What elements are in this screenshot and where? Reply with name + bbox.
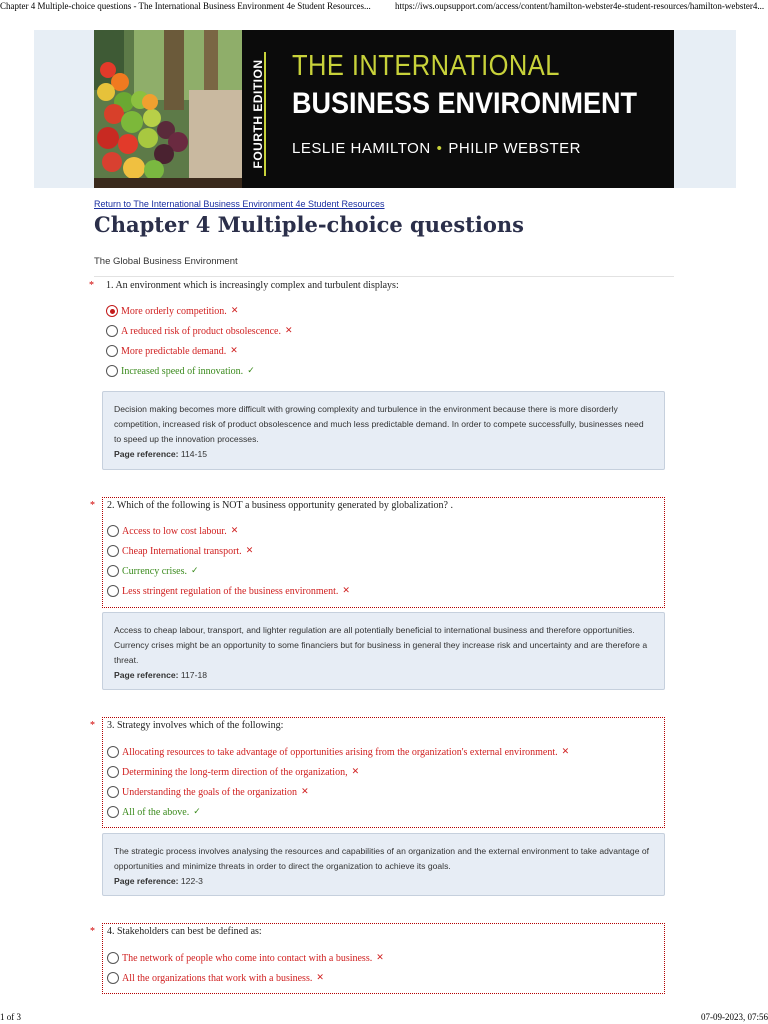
incorrect-icon: ✕ — [284, 326, 293, 336]
question-1 — [89, 278, 665, 382]
book-banner — [94, 30, 674, 188]
print-header-title: Chapter 4 Multiple-choice questions - The International Business Environment 4e Student Resources... — [0, 1, 371, 11]
question-2 — [90, 497, 665, 608]
radio-button[interactable] — [107, 585, 119, 597]
incorrect-icon: ✕ — [316, 973, 324, 983]
radio-button[interactable] — [107, 766, 119, 778]
required-marker: * — [89, 280, 94, 291]
radio-button[interactable] — [107, 525, 119, 537]
answer-option[interactable]: Cheap International transport. ✕ — [107, 544, 253, 558]
print-footer — [0, 1010, 768, 1024]
radio-button[interactable] — [106, 325, 118, 337]
feedback-text: The strategic process involves analysing the resources and capabilities of an organization and the external environment to take advantage of opportunities and minimize threats in order to direct the organization to achieve its goals. — [114, 846, 650, 871]
return-to-resources-link[interactable]: Return to The International Business Environment 4e Student Resources — [94, 199, 385, 209]
market-stall-photo — [94, 30, 242, 188]
feedback-box — [102, 612, 665, 690]
question-text: 3. Strategy involves which of the following: — [107, 720, 284, 731]
required-marker: * — [90, 926, 95, 937]
answer-option[interactable]: Understanding the goals of the organization ✕ — [107, 785, 309, 799]
answer-option[interactable]: Allocating resources to take advantage of opportunities arising from the organization's external environment. ✕ — [107, 745, 569, 759]
radio-button[interactable] — [107, 972, 119, 984]
incorrect-icon: ✕ — [301, 787, 309, 797]
answer-option[interactable]: Currency crises. ✓ — [107, 564, 199, 578]
incorrect-icon: ✕ — [245, 546, 254, 556]
page-reference: Page reference: 114-15 — [114, 449, 208, 459]
question-text: 4. Stakeholders can best be defined as: — [107, 926, 262, 937]
incorrect-icon: ✕ — [230, 346, 238, 356]
book-authors — [292, 140, 581, 157]
page-reference: Page reference: 117-18 — [114, 670, 208, 680]
edition-badge — [246, 52, 266, 176]
book-title-line2: BUSINESS ENVIRONMENT — [292, 87, 638, 120]
answer-option[interactable]: The network of people who come into contact with a business. ✕ — [107, 951, 384, 965]
page-number: 1 of 3 — [0, 1012, 21, 1022]
section-label: The Global Business Environment — [94, 256, 238, 267]
question-4 — [90, 923, 665, 994]
correct-icon: ✓ — [190, 566, 199, 576]
answer-option[interactable]: More predictable demand. ✕ — [106, 344, 238, 358]
radio-button[interactable] — [107, 545, 119, 557]
print-header — [0, 0, 768, 14]
feedback-box — [102, 391, 665, 470]
incorrect-icon: ✕ — [561, 747, 570, 757]
correct-icon: ✓ — [193, 807, 201, 817]
answer-option[interactable]: More orderly competition. ✕ — [106, 304, 238, 318]
feedback-box — [102, 833, 665, 896]
answer-option[interactable]: Increased speed of innovation. ✓ — [106, 364, 255, 378]
book-title-line1: THE INTERNATIONAL — [292, 50, 560, 82]
print-date: 07-09-2023, 07:56 — [701, 1012, 768, 1022]
required-marker: * — [90, 500, 95, 511]
question-text: 2. Which of the following is NOT a business opportunity generated by globalization? . — [107, 500, 453, 511]
author-1: LESLIE HAMILTON — [292, 140, 431, 157]
page-title: Chapter 4 Multiple-choice questions — [94, 212, 524, 237]
radio-button-selected[interactable] — [106, 305, 118, 317]
feedback-text: Decision making becomes more difficult with growing complexity and turbulence in the environment because there is more disorderly competition, increased risk of product obsolescence and much less predictable demand. In order to compete successfully, businesses need to speed up the innovation processes. — [114, 404, 644, 444]
question-3 — [90, 717, 665, 828]
answer-option[interactable]: Less stringent regulation of the business environment. ✕ — [107, 584, 350, 598]
edition-label: FOURTH EDITION — [251, 59, 265, 169]
radio-button[interactable] — [106, 345, 118, 357]
answer-option[interactable]: A reduced risk of product obsolescence. ✕ — [106, 324, 293, 338]
radio-button[interactable] — [107, 952, 119, 964]
incorrect-icon: ✕ — [376, 953, 384, 963]
radio-button[interactable] — [107, 806, 119, 818]
print-header-url: https://iws.oupsupport.com/access/content/hamilton-webster4e-student-resources/hamilton-webster4... — [395, 1, 765, 11]
page-reference: Page reference: 122-3 — [114, 876, 203, 886]
answer-option[interactable]: All the organizations that work with a business. ✕ — [107, 971, 324, 985]
question-text: 1. An environment which is increasingly complex and turbulent displays: — [106, 280, 399, 291]
incorrect-icon: ✕ — [230, 526, 239, 536]
author-2: PHILIP WEBSTER — [448, 140, 582, 157]
incorrect-icon: ✕ — [230, 306, 239, 316]
answer-option[interactable]: Determining the long-term direction of the organization, ✕ — [107, 765, 359, 779]
author-separator: • — [436, 140, 443, 157]
radio-button[interactable] — [107, 786, 119, 798]
divider — [94, 276, 674, 277]
incorrect-icon: ✕ — [351, 767, 360, 777]
radio-button[interactable] — [107, 746, 119, 758]
correct-icon: ✓ — [247, 366, 255, 376]
incorrect-icon: ✕ — [342, 586, 350, 596]
feedback-text: Access to cheap labour, transport, and lighter regulation are all potentially beneficial to international business and therefore opportunities. Currency crises might be an opportunity to some financiers but for business in general they increase risk and uncertainty and are therefore a threat. — [114, 625, 648, 665]
radio-button[interactable] — [107, 565, 119, 577]
answer-option[interactable]: All of the above. ✓ — [107, 805, 201, 819]
answer-option[interactable]: Access to low cost labour. ✕ — [107, 524, 238, 538]
radio-button[interactable] — [106, 365, 118, 377]
required-marker: * — [90, 720, 95, 731]
